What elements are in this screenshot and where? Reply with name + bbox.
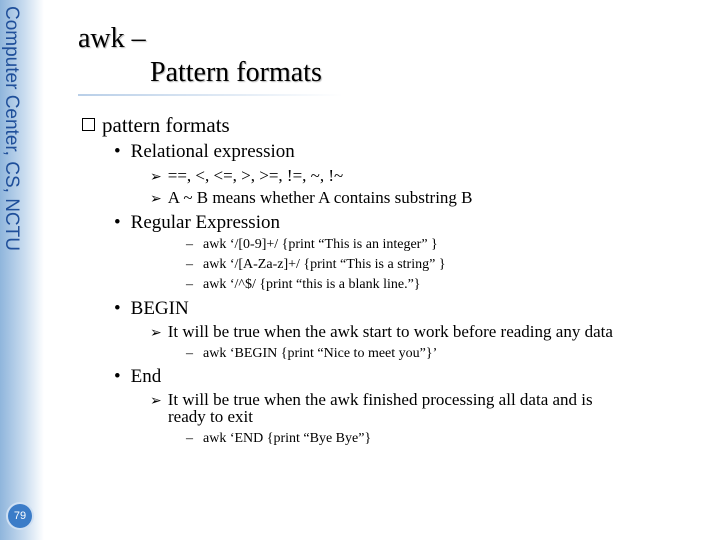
relational-item-1 bbox=[150, 166, 343, 186]
regex-item-1 bbox=[186, 237, 438, 253]
slide-title-line1: awk – bbox=[78, 23, 146, 54]
dash-bullet-icon: – bbox=[186, 257, 193, 272]
regex-item-text: awk ‘/^$/ {print “this is a blank line.”} bbox=[203, 277, 421, 292]
dash-bullet-icon: – bbox=[186, 431, 193, 446]
bullet-begin bbox=[114, 298, 189, 320]
end-item-text: awk ‘END {print “Bye Bye”} bbox=[203, 431, 372, 446]
dash-bullet-icon: – bbox=[186, 277, 193, 292]
bullet-regex bbox=[114, 212, 280, 234]
regex-item-text: awk ‘/[0-9]+/ {print “This is an integer” } bbox=[203, 237, 438, 252]
heading-text: pattern formats bbox=[102, 113, 230, 137]
regex-item-3 bbox=[186, 277, 421, 293]
sidebar-vertical-text bbox=[0, 6, 22, 251]
bullet-begin-label: BEGIN bbox=[130, 298, 189, 319]
begin-item-text: awk ‘BEGIN {print “Nice to meet you”}’ bbox=[203, 346, 438, 361]
begin-item-1 bbox=[186, 346, 437, 362]
dash-bullet-icon: – bbox=[186, 237, 193, 252]
arrow-bullet-icon: ➢ bbox=[150, 394, 162, 409]
bullet-regex-label: Regular Expression bbox=[130, 212, 280, 233]
dash-bullet-icon: – bbox=[186, 346, 193, 361]
page-number-badge: 79 bbox=[8, 504, 32, 528]
bullet-dot-icon: • bbox=[114, 298, 121, 319]
bullet-end bbox=[114, 366, 161, 388]
title-divider bbox=[78, 94, 343, 96]
slide-title bbox=[78, 22, 322, 90]
end-item-1 bbox=[186, 431, 371, 447]
begin-sub-text: It will be true when the awk start to work before reading any data bbox=[167, 322, 613, 341]
arrow-bullet-icon: ➢ bbox=[150, 192, 162, 207]
sidebar bbox=[0, 0, 44, 540]
regex-item-text: awk ‘/[A-Za-z]+/ {print “This is a string” } bbox=[203, 257, 446, 272]
slide-title-line2: Pattern formats bbox=[150, 57, 322, 88]
bullet-dot-icon: • bbox=[114, 212, 121, 233]
end-sub-text: It will be true when the awk finished processing all data and is bbox=[167, 390, 593, 409]
bullet-relational-label: Relational expression bbox=[130, 141, 295, 162]
bullet-dot-icon: • bbox=[114, 141, 121, 162]
relational-item-text: ==, <, <=, >, >=, !=, ~, !~ bbox=[167, 166, 344, 185]
bullet-end-label: End bbox=[130, 366, 162, 387]
checkbox-bullet-icon bbox=[82, 118, 95, 131]
arrow-bullet-icon: ➢ bbox=[150, 326, 162, 341]
relational-item-2 bbox=[150, 188, 473, 208]
heading-item bbox=[82, 113, 230, 138]
relational-item-text: A ~ B means whether A contains substring B bbox=[167, 188, 473, 207]
bullet-relational bbox=[114, 141, 295, 163]
sidebar-label: Computer Center, CS, NCTU bbox=[1, 6, 22, 251]
begin-sub bbox=[150, 322, 613, 342]
bullet-dot-icon: • bbox=[114, 366, 121, 387]
arrow-bullet-icon: ➢ bbox=[150, 170, 162, 185]
regex-item-2 bbox=[186, 257, 446, 273]
end-sub-line2: ready to exit bbox=[168, 407, 253, 426]
